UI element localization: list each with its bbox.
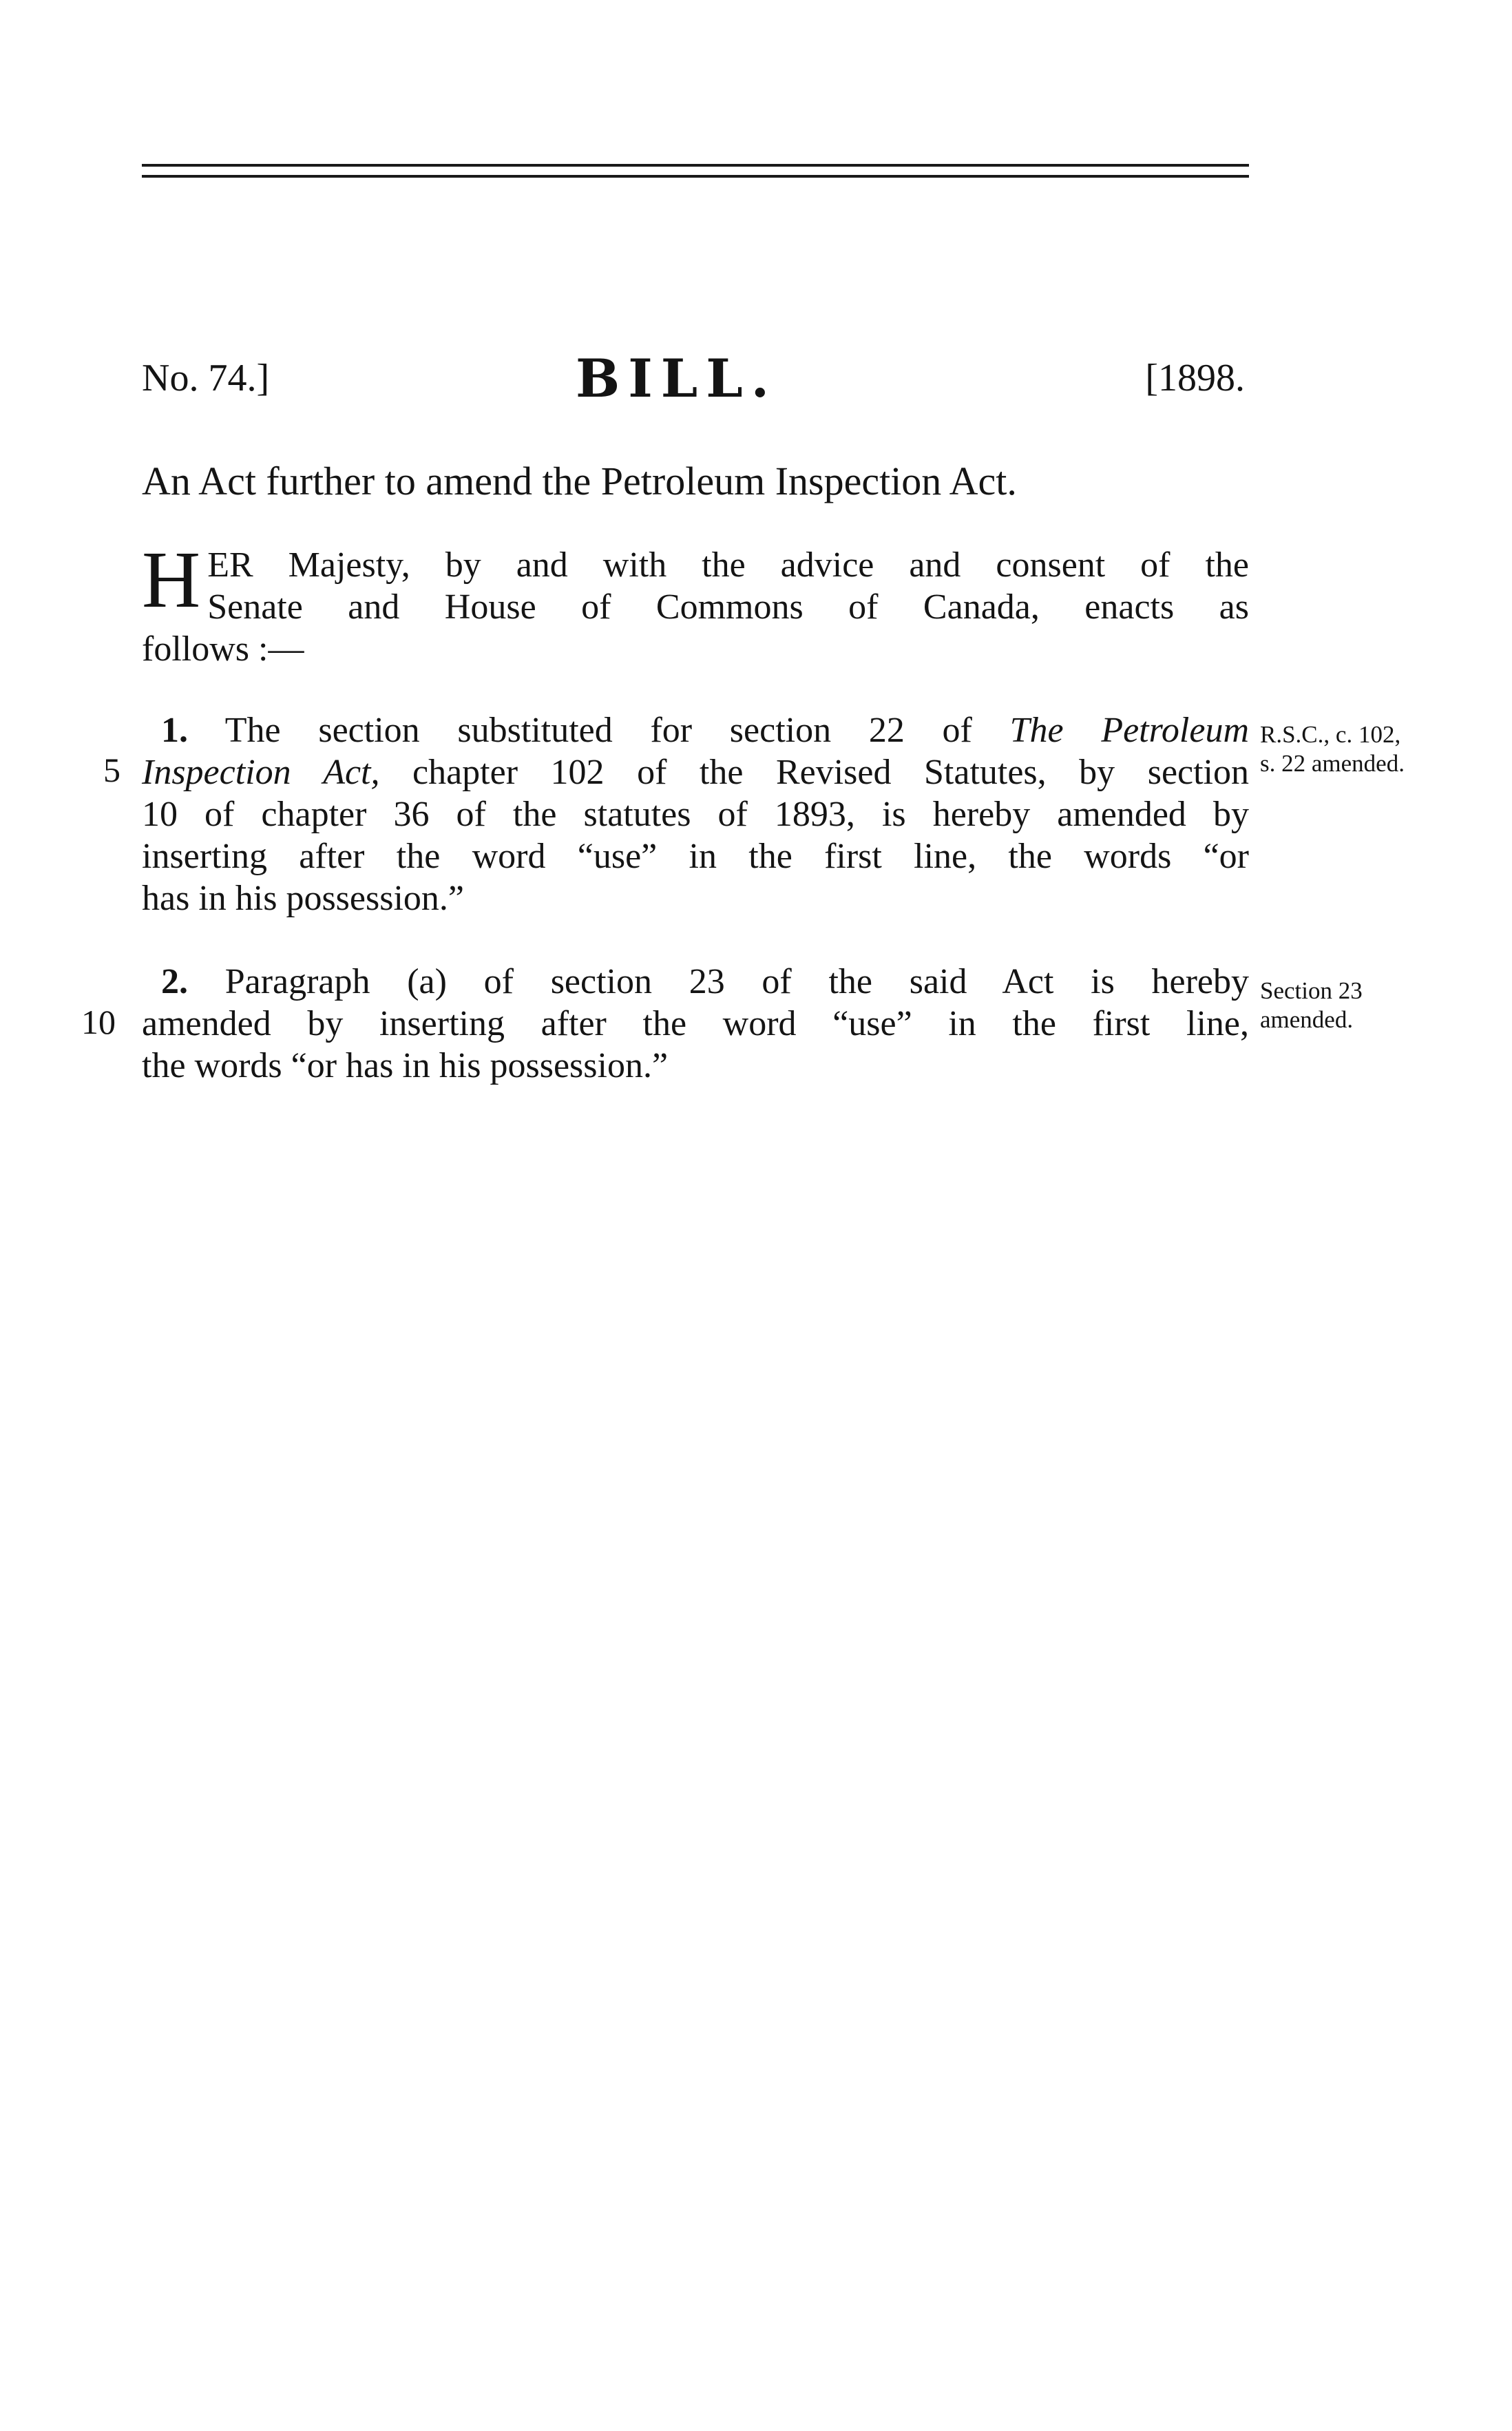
enacting-clause: [142, 534, 1249, 670]
section-1-line-5: has in his possession.”: [142, 879, 464, 918]
section-1-number: 1.: [161, 711, 188, 750]
section-1-line-4: inserting after the word “use” in the first line, the words “or: [142, 837, 1249, 876]
section-1-line-1-text: The section substituted for section 22 of: [224, 711, 972, 750]
top-rule-lower: [142, 175, 1249, 178]
margin-note-section-2-line-2: amended.: [1260, 1006, 1354, 1033]
margin-note-section-1: [1260, 720, 1405, 778]
margin-note-section-1-line-1: R.S.C., c. 102,: [1260, 721, 1401, 748]
section-1-line-1: [142, 709, 1249, 751]
section-1-line-2-text: chapter 102 of the Revised Statutes, by section: [412, 753, 1249, 792]
margin-note-section-1-line-2: s. 22 amended.: [1260, 750, 1405, 777]
top-rule-upper: [142, 164, 1249, 167]
enacting-line-1: ER Majesty, by and with the advice and consent of the: [207, 545, 1249, 585]
bill-number: No. 74.]: [142, 357, 270, 399]
section-1: [142, 709, 1249, 919]
section-1-line-2: [142, 751, 1249, 793]
enacting-line-3: follows :—: [142, 629, 304, 669]
section-2-line-1: [142, 961, 1249, 1003]
bill-header: [142, 348, 1253, 410]
section-2-line-1-text: Paragraph (a) of section 23 of the said Act is hereby: [224, 962, 1249, 1001]
margin-note-section-2: [1260, 977, 1363, 1034]
line-number-5: 5: [103, 751, 120, 789]
line-number-10: 10: [81, 1003, 116, 1041]
act-title: An Act further to amend the Petroleum Inspection Act.: [142, 459, 1017, 503]
enacting-line-2: Senate and House of Commons of Canada, enacts as: [207, 587, 1249, 627]
section-1-act-name-part-2: Inspection Act,: [142, 753, 380, 792]
drop-cap: H: [142, 534, 201, 625]
section-2-line-2: amended by inserting after the word “use” in the first line,: [142, 1004, 1249, 1043]
section-2-line-3: the words “or has in his possession.”: [142, 1046, 669, 1085]
bill-year: [1898.: [1145, 357, 1245, 399]
section-2-number: 2.: [161, 962, 188, 1001]
section-1-act-name-part-1: The Petroleum: [1009, 711, 1250, 750]
section-1-line-3: 10 of chapter 36 of the statutes of 1893, is hereby amended by: [142, 795, 1249, 834]
bill-heading: BILL.: [576, 348, 778, 409]
margin-note-section-2-line-1: Section 23: [1260, 977, 1363, 1004]
section-2: [142, 961, 1249, 1087]
